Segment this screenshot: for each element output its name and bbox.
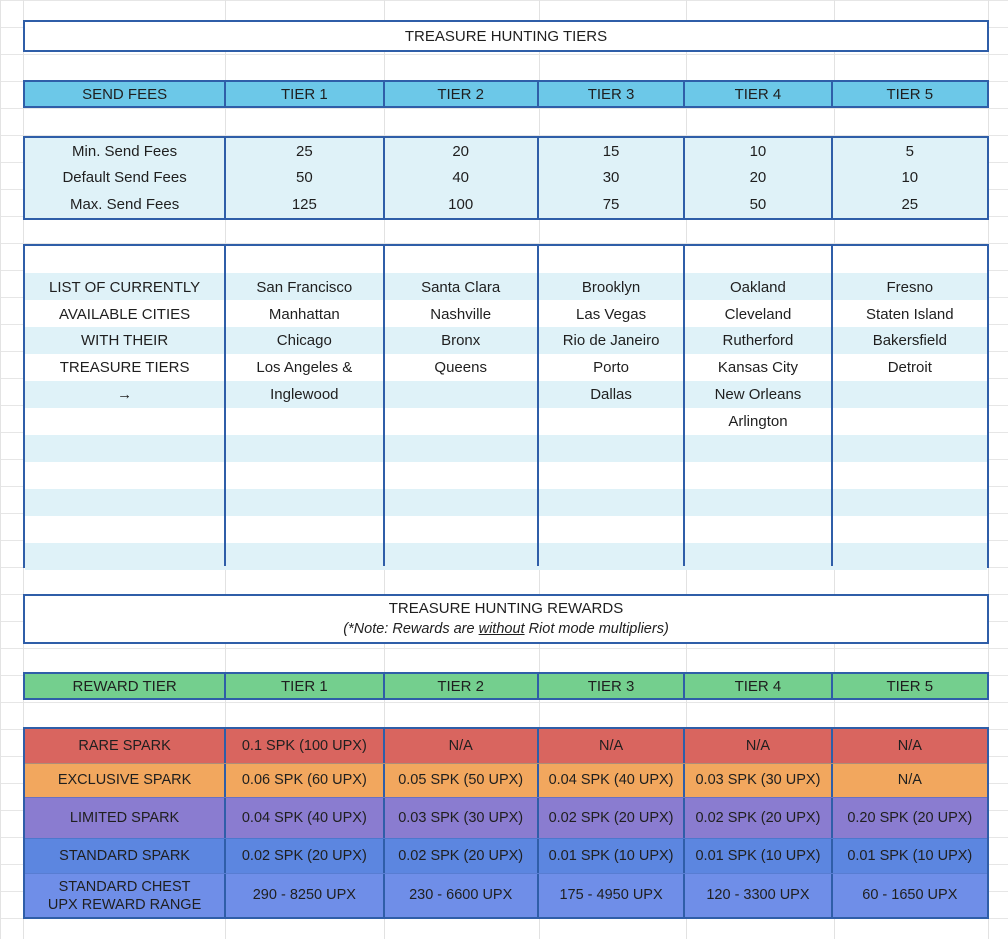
reward-value[interactable]: N/A xyxy=(539,729,685,763)
tier3-cities-column[interactable] xyxy=(539,246,685,566)
tier2-cities-column[interactable] xyxy=(385,246,539,566)
rewards-title: TREASURE HUNTING REWARDS xyxy=(388,600,624,617)
city-cell[interactable]: Bakersfield xyxy=(872,332,947,350)
city-cell[interactable]: Cleveland xyxy=(724,305,792,323)
sheet-title: TREASURE HUNTING TIERS xyxy=(404,27,608,45)
reward-row-limited[interactable] xyxy=(25,797,987,838)
reward-value[interactable]: 0.04 SPK (40 UPX) xyxy=(539,764,685,797)
sheet-title-box[interactable] xyxy=(23,20,989,52)
reward-value[interactable]: 0.04 SPK (40 UPX) xyxy=(226,798,384,838)
city-cell[interactable]: Arlington xyxy=(728,412,788,430)
tier5-cities-column[interactable] xyxy=(833,246,987,566)
reward-header-cell[interactable]: TIER 3 xyxy=(539,674,685,698)
reward-value[interactable]: N/A xyxy=(897,737,922,754)
reward-value[interactable]: 0.03 SPK (30 UPX) xyxy=(385,798,539,838)
reward-value[interactable]: 0.01 SPK (10 UPX) xyxy=(685,839,832,873)
reward-value[interactable]: 175 - 4950 UPX xyxy=(539,874,685,917)
city-cell[interactable]: Inglewood xyxy=(270,386,339,404)
fees-row-min[interactable] xyxy=(25,138,987,165)
city-cell[interactable]: Dallas xyxy=(590,386,632,404)
city-cell[interactable]: Los Angeles & xyxy=(256,359,353,377)
reward-value[interactable]: 0.1 SPK (100 UPX) xyxy=(226,729,384,763)
reward-value[interactable]: 0.01 SPK (10 UPX) xyxy=(847,847,973,864)
rewards-note-prefix: (*Note: Rewards are xyxy=(343,621,479,637)
rewards-note xyxy=(343,619,669,639)
rewards-table xyxy=(23,727,989,919)
reward-label[interactable]: LIMITED SPARK xyxy=(25,798,226,838)
reward-value[interactable]: 230 - 6600 UPX xyxy=(385,874,539,917)
fees-header-cell[interactable]: TIER 2 xyxy=(385,82,539,106)
fees-table xyxy=(23,136,989,220)
city-cell[interactable]: Chicago xyxy=(276,332,332,350)
city-cell[interactable]: Kansas City xyxy=(717,359,798,377)
city-cell[interactable]: Bronx xyxy=(441,332,481,350)
fees-row-default[interactable] xyxy=(25,165,987,192)
city-cell[interactable]: Rio de Janeiro xyxy=(562,332,660,350)
city-cell[interactable]: Rutherford xyxy=(722,332,794,350)
fees-value[interactable]: 5 xyxy=(905,142,914,160)
fees-header-cell[interactable]: TIER 5 xyxy=(886,85,934,103)
city-cell[interactable]: Manhattan xyxy=(268,305,340,323)
reward-header-cell[interactable]: TIER 2 xyxy=(385,674,539,698)
fees-value[interactable]: 10 xyxy=(685,138,832,165)
tier1-cities-column[interactable] xyxy=(226,246,384,566)
reward-value[interactable]: 120 - 3300 UPX xyxy=(685,874,832,917)
reward-header-cell[interactable]: REWARD TIER xyxy=(25,674,226,698)
reward-value[interactable]: 60 - 1650 UPX xyxy=(862,887,958,903)
cities-label-column[interactable] xyxy=(25,246,226,566)
reward-header-cell[interactable]: TIER 1 xyxy=(226,674,384,698)
reward-label[interactable]: EXCLUSIVE SPARK xyxy=(25,764,226,797)
reward-value[interactable]: 0.06 SPK (60 UPX) xyxy=(226,764,384,797)
reward-value[interactable]: 0.20 SPK (20 UPX) xyxy=(847,809,973,826)
fees-value[interactable]: 20 xyxy=(385,138,539,165)
fees-header-cell[interactable]: TIER 1 xyxy=(226,82,384,106)
fees-value[interactable]: 10 xyxy=(901,169,919,187)
city-cell[interactable]: Queens xyxy=(434,359,487,377)
reward-value[interactable]: 0.03 SPK (30 UPX) xyxy=(685,764,832,797)
fees-value[interactable]: 40 xyxy=(385,165,539,192)
cities-label-line: WITH THEIR xyxy=(80,332,169,350)
arrow-right-icon: → xyxy=(117,386,133,404)
fees-row-max[interactable] xyxy=(25,191,987,218)
fees-header-row[interactable] xyxy=(23,80,989,108)
cities-table xyxy=(23,244,989,568)
fees-label[interactable]: Max. Send Fees xyxy=(25,191,226,218)
fees-header-cell[interactable]: TIER 3 xyxy=(539,82,685,106)
cities-label-line: AVAILABLE CITIES xyxy=(58,305,191,323)
tier4-cities-column[interactable] xyxy=(685,246,832,566)
city-cell[interactable]: New Orleans xyxy=(714,386,802,404)
reward-value[interactable]: 0.05 SPK (50 UPX) xyxy=(385,764,539,797)
fees-label[interactable]: Default Send Fees xyxy=(25,165,226,192)
fees-value[interactable]: 15 xyxy=(539,138,685,165)
fees-value[interactable]: 100 xyxy=(385,191,539,218)
reward-value[interactable]: N/A xyxy=(385,729,539,763)
fees-value[interactable]: 25 xyxy=(226,138,384,165)
city-cell[interactable]: Detroit xyxy=(887,359,932,377)
fees-value[interactable]: 50 xyxy=(226,165,384,192)
reward-value[interactable]: N/A xyxy=(897,772,922,788)
fees-header-cell[interactable]: TIER 4 xyxy=(685,82,832,106)
fees-header-cell[interactable]: SEND FEES xyxy=(25,82,226,106)
fees-value[interactable]: 20 xyxy=(685,165,832,192)
city-cell[interactable]: Staten Island xyxy=(866,305,954,323)
rewards-note-emphasis: without xyxy=(478,621,525,637)
reward-value[interactable]: N/A xyxy=(685,729,832,763)
cities-label-line: LIST OF CURRENTLY xyxy=(49,278,201,296)
reward-value[interactable]: 0.01 SPK (10 UPX) xyxy=(539,839,685,873)
reward-row-rare[interactable] xyxy=(25,729,987,763)
reward-row-chest[interactable] xyxy=(25,873,987,917)
reward-header-cell[interactable]: TIER 5 xyxy=(886,677,934,695)
reward-value[interactable]: 0.02 SPK (20 UPX) xyxy=(385,839,539,873)
reward-label[interactable]: RARE SPARK xyxy=(25,729,226,763)
reward-row-exclusive[interactable] xyxy=(25,763,987,797)
reward-value[interactable]: 0.02 SPK (20 UPX) xyxy=(685,798,832,838)
cities-columns xyxy=(25,246,987,566)
fees-label[interactable]: Min. Send Fees xyxy=(25,138,226,165)
reward-label[interactable]: STANDARD CHEST UPX REWARD RANGE xyxy=(25,874,226,917)
city-cell[interactable]: Fresno xyxy=(886,278,934,296)
fees-value[interactable]: 125 xyxy=(226,191,384,218)
fees-value[interactable]: 75 xyxy=(539,191,685,218)
city-cell[interactable]: Oakland xyxy=(730,278,786,296)
city-cell[interactable]: Santa Clara xyxy=(421,278,501,296)
city-cell[interactable]: Brooklyn xyxy=(581,278,641,296)
city-cell[interactable]: Porto xyxy=(593,359,629,377)
reward-header-row[interactable] xyxy=(23,672,989,700)
fees-value[interactable]: 25 xyxy=(901,195,919,213)
rewards-note-suffix: Riot mode multipliers) xyxy=(524,621,669,637)
cities-label-line: TREASURE TIERS xyxy=(59,359,190,377)
reward-value[interactable]: 0.02 SPK (20 UPX) xyxy=(539,798,685,838)
city-cell[interactable]: Nashville xyxy=(430,305,492,323)
fees-value[interactable]: 30 xyxy=(539,165,685,192)
fees-value[interactable]: 50 xyxy=(685,191,832,218)
reward-value[interactable]: 0.02 SPK (20 UPX) xyxy=(226,839,384,873)
city-cell[interactable]: Las Vegas xyxy=(576,305,647,323)
reward-label[interactable]: STANDARD SPARK xyxy=(25,839,226,873)
reward-row-standard[interactable] xyxy=(25,838,987,873)
rewards-title-box[interactable] xyxy=(23,594,989,644)
reward-header-cell[interactable]: TIER 4 xyxy=(685,674,832,698)
reward-value[interactable]: 290 - 8250 UPX xyxy=(226,874,384,917)
city-cell[interactable]: San Francisco xyxy=(256,278,353,296)
